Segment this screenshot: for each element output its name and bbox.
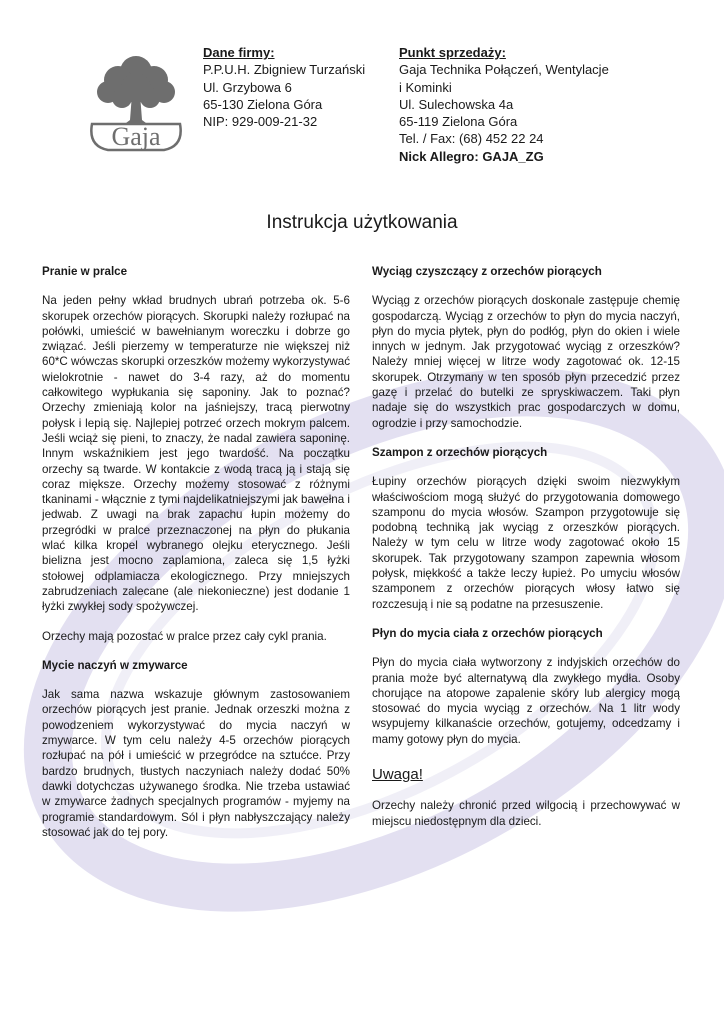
left-column [42, 264, 350, 854]
section-heading-body-wash: Płyn do mycia ciała z orzechów piorących [372, 626, 603, 640]
company-street: Ul. Grzybowa 6 [203, 79, 292, 95]
sales-point-info [399, 44, 609, 165]
logo-text: Gaja [111, 122, 161, 151]
sales-point-line2: i Kominki [399, 79, 452, 95]
document-title: Instrukcja użytkowania [266, 212, 458, 233]
company-city: 65-130 Zielona Góra [203, 96, 323, 112]
company-info [203, 44, 365, 130]
warning-heading: Uwaga! [372, 766, 423, 784]
sales-point-city: 65-119 Zielona Góra [399, 114, 518, 130]
warning-text: Orzechy należy chronić przed wilgocią i przechowywać w miejscu niedostępnym dla dzieci. [372, 799, 680, 828]
section-heading-shampoo: Szampon z orzechów piorących [372, 445, 548, 459]
section-heading-dishwasher: Mycie naczyń w zmywarce [42, 658, 188, 672]
section-text-cleaning-extract: Wyciąg z orzechów piorących doskonale zastępuje chemię gospodarczą. Wyciąg z orzechów to płyn do mycia naczyń, płyn do mycia płytek, płyn do podłóg, płyn do okien i wiele innych w jednym. Jak przygotować wyciąg z orzeszków? Należy mniej więcej w litrze wody zagotować ok. 12-15 skorupek. Otrzymany w ten sposób płyn przecedzić przez gazę i przelać do butelki ze spryskiwaczem. Taki płyn nadaje się do wszystkich prac gospodarczych w domu, ogrodzie i przy samochodzie. [372, 294, 680, 430]
section-text-body-wash: Płyn do mycia ciała wytworzony z indyjskich orzechów do prania może być alternatywą dla zwykłego mydła. Osoby chorujące na atopowe zapalenie skóry lub alergicy mogą stosować do mycia wyciąg z orzechów. Na 1 litr wody wsypujemy kilkanaście orzechów, gotujemy, odcedzamy i mamy gotowy płyn do mycia. [372, 656, 680, 746]
section-text-washing-note: Orzechy mają pozostać w pralce przez cały cykl prania. [42, 629, 327, 643]
section-heading-washing: Pranie w pralce [42, 265, 128, 278]
sales-point-street: Ul. Sulechowska 4a [399, 96, 514, 112]
section-heading-cleaning-extract: Wyciąg czyszczący z orzechów piorących [372, 265, 602, 278]
section-text-dishwasher: Jak sama nazwa wskazuje głównym zastosowaniem orzechów piorących jest pranie. Jednak orzeszki można z powodzeniem wykorzystywać do mycia naczyń w zmywarce. W tym celu należy 4-5 orzechów piorących rozłupać na pół i umieścić w przegródce na sztućce. Przy bardzo brudnych, tłustych naczyniach należy dodać 50% dawki dotychczas używanego środka. Nie trzeba ustawiać w zmywarce żadnych specjalnych programów - myjemy na programie standardowym. Sól i płyn nabłyszczający należy stosować jak do tej pory. [42, 688, 350, 839]
company-title: Dane firmy: [203, 45, 275, 60]
section-text-shampoo: Łupiny orzechów piorących dzięki swoim niezwykłym właściwościom mogą służyć do przygotowania domowego szamponu do mycia włosów. Szampon przygotowuje się podobną techniką jak wyciąg z orzeszków piorących. Należy w tym celu w litrze wody zagotować około 15 skorupek. Tak przygotowany szampon zapewnia włosom połysk, miękkość a także leczy łupież. Po umyciu włosów szamponem z orzechów piorących włosy łatwo się rozczesują i nie są podatne na przesuszenie. [372, 475, 680, 611]
company-logo [86, 50, 186, 156]
sales-point-line1: Gaja Technika Połączeń, Wentylacje [399, 62, 609, 78]
company-nip: NIP: 929-009-21-32 [203, 114, 318, 130]
company-name: P.P.U.H. Zbigniew Turzański [203, 62, 366, 78]
section-text-washing: Na jeden pełny wkład brudnych ubrań potrzeba ok. 5-6 skorupek orzechów piorących. Skorupki należy rozłupać na połówki, umieścić w bawełnianym woreczku i dobrze go związać. Jeśli pierzemy w temperaturze nie większej niż 60*C wówczas skorupki orzeszków możemy wykorzystywać wielokrotnie - nawet do 3-4 razy, aż do momentu całkowitego wypłukania się saponiny. Jak to poznać? Orzechy zmieniają kolor na jaśniejszy, tracą pierwotny połysk i lepią się. Najlepiej potrzeć orzech mokrym palcem. Jeśli wciąż się pieni, to znaczy, że nadal zawiera saponinę. Innym wskaźnikiem jest jego twardość. Na początku orzechy są twarde. W kontakcie z wodą tracą ją i stają się coraz miększe. Orzechy możemy stosować z różnymi tkaninami - włącznie z tymi najdelikatniejszymi jak bawełna i jedwab. Z uwagi na brak zapachu łupin możemy do przegródki w pralce przeznaczonej na płyn do płukania wlać kilka kropel wybranego olejku eterycznego. Jeśli bielizna jest mocno zaplamiona, zaleca się 1,5 łyżki stołowej odplamiacza ekologicznego. Przy mniejszych zabrudzeniach zalecane (ale niekonieczne) jest dodanie 1 łyżki zwykłej sody spożywczej. [42, 294, 350, 614]
right-column [372, 264, 680, 843]
sales-point-allegro: Nick Allegro: GAJA_ZG [399, 148, 544, 164]
sales-point-phone: Tel. / Fax: (68) 452 22 24 [399, 131, 544, 147]
sales-point-title: Punkt sprzedaży: [399, 45, 506, 60]
